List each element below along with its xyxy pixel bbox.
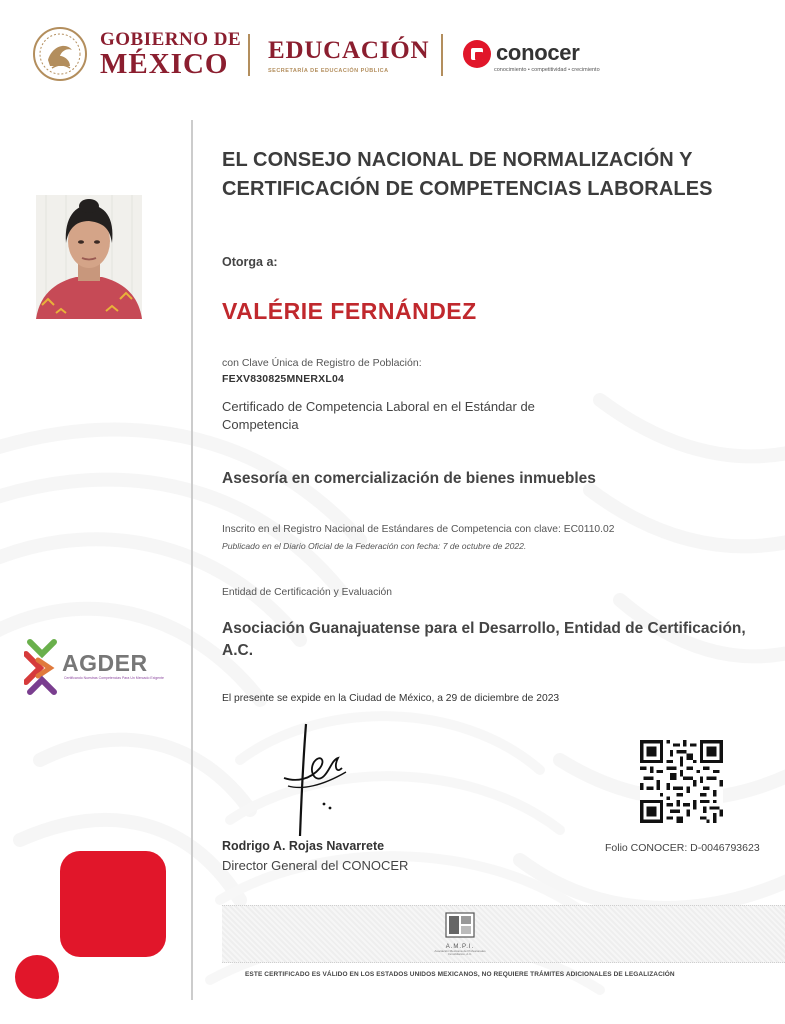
certificate-description: Certificado de Competencia Laboral en el Estándar de Competencia <box>222 399 535 432</box>
gobierno-de-mexico-logo <box>100 30 241 79</box>
signatory-title: Director General del CONOCER <box>222 858 409 873</box>
agder-name: AGDER <box>62 650 148 676</box>
header-divider <box>248 34 250 76</box>
footer-band <box>222 905 785 963</box>
ampi-label: A.M.P.I. <box>445 944 475 950</box>
folio-number: Folio CONOCER: D-0046793623 <box>605 842 760 854</box>
conocer-name: conocer <box>496 40 580 65</box>
header-divider <box>441 34 443 76</box>
legal-note: ESTE CERTIFICADO ES VÁLIDO EN LOS ESTADOS UNIDOS MEXICANOS, NO REQUIERE TRÁMITES ADICIONALES DE LEGALIZACIÓN <box>245 971 675 978</box>
curp-value: FEXV830825MNERXL04 <box>222 373 345 385</box>
qr-code-icon <box>640 740 723 823</box>
portrait-image <box>36 195 142 319</box>
decorative-red-circle <box>15 955 59 999</box>
ampi-logo-icon <box>445 912 475 938</box>
educacion-title: EDUCACIÓN <box>268 37 430 64</box>
registro-text: Inscrito en el Registro Nacional de Estándares de Competencia con clave: EC0110.02 <box>222 524 615 535</box>
agder-subtitle: Certificando Nuestras Competencias Para Un Mercado Exigente <box>64 676 164 680</box>
mexican-coat-of-arms-icon <box>30 26 90 82</box>
agder-logo <box>24 638 164 696</box>
vertical-divider <box>191 120 193 1000</box>
gobierno-line2: MÉXICO <box>100 48 229 80</box>
conocer-tagline: conocimiento • competitividad • crecimiento <box>494 67 600 73</box>
educacion-logo <box>268 38 429 74</box>
agder-logo-icon <box>24 638 64 696</box>
header <box>30 26 670 82</box>
signature-icon <box>276 720 356 838</box>
ampi-logo <box>430 912 490 958</box>
standard-name: Asesoría en comercialización de bienes inmuebles <box>222 470 596 487</box>
gobierno-line1: GOBIERNO DE <box>100 29 242 50</box>
recipient-name: VALÉRIE FERNÁNDEZ <box>222 298 477 324</box>
curp-label: con Clave Única de Registro de Población: <box>222 357 422 369</box>
expide-text: El presente se expide en la Ciudad de México, a 29 de diciembre de 2023 <box>222 693 560 704</box>
publicado-text: Publicado en el Diario Oficial de la Federación con fecha: 7 de octubre de 2022. <box>222 541 527 551</box>
conocer-logo-icon <box>462 39 492 69</box>
signatory-name: Rodrigo A. Rojas Navarrete <box>222 839 385 853</box>
decorative-red-square <box>60 851 166 957</box>
recipient-photo <box>36 195 142 319</box>
educacion-subtitle: SECRETARÍA DE EDUCACIÓN PÚBLICA <box>268 68 389 74</box>
certificate-heading: EL CONSEJO NACIONAL DE NORMALIZACIÓN Y CERTIFICACIÓN DE COMPETENCIAS LABORALES <box>222 149 713 200</box>
otorga-label: Otorga a: <box>222 255 278 269</box>
entidad-name: Asociación Guanajuatense para el Desarrollo, Entidad de Certificación, A.C. <box>222 620 746 659</box>
entidad-label: Entidad de Certificación y Evaluación <box>222 587 392 598</box>
ampi-subtitle: Asociación Mexicana de Profesionales Inmobiliarios, A.C. <box>434 949 486 957</box>
